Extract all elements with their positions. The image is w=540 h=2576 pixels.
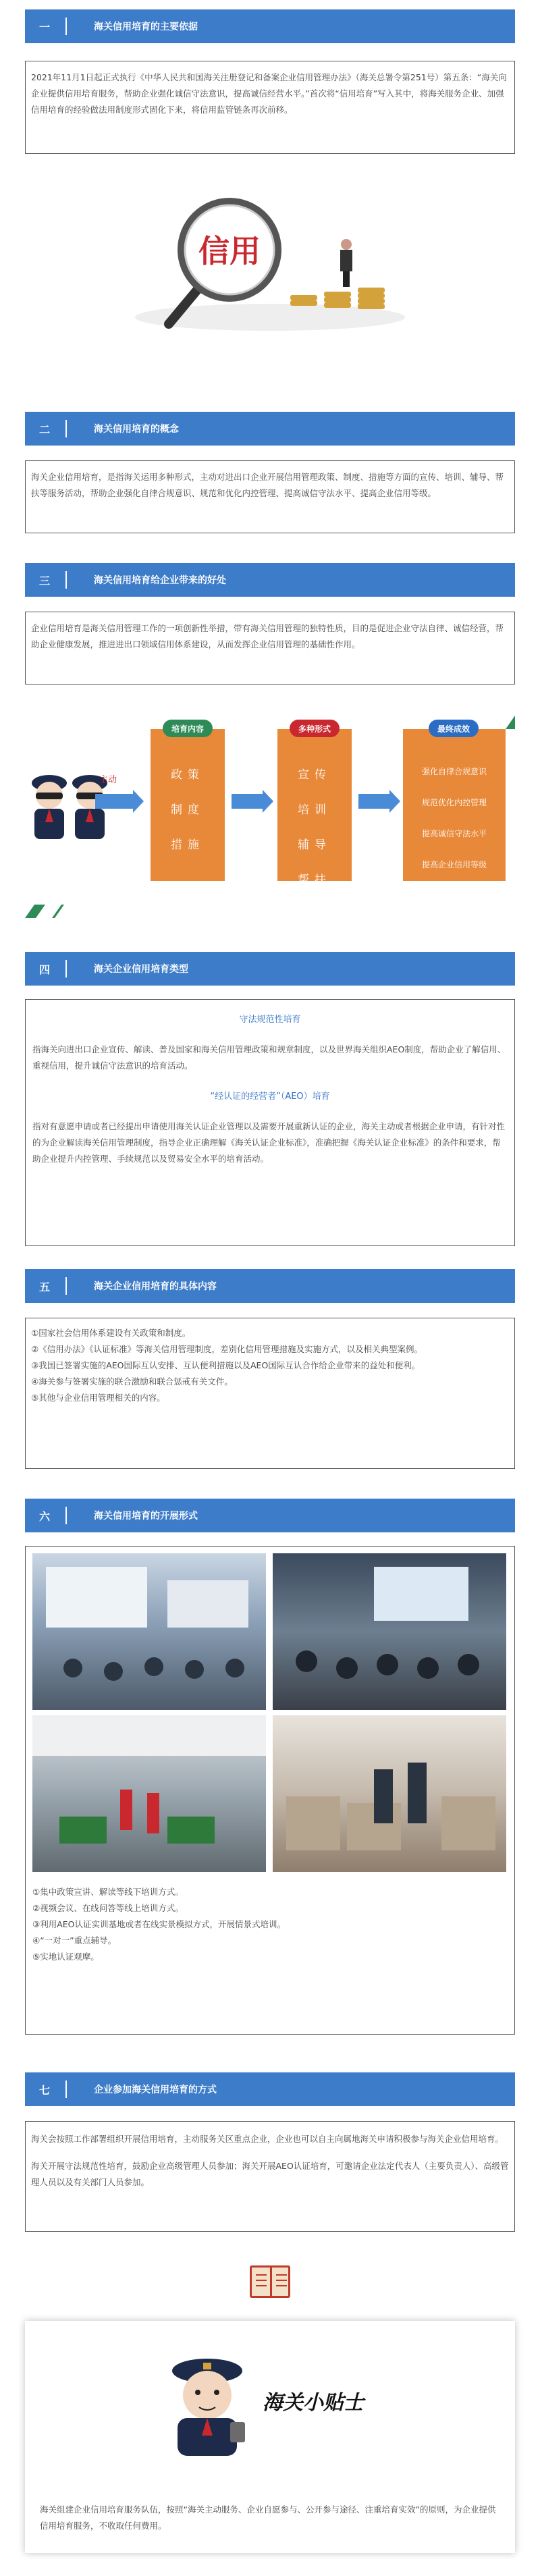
section-2-text: 海关企业信用培育，是指海关运用多种形式，主动对进出口企业开展信用管理政策、制度、措施等方面的宣传、培训、辅导、帮扶等服务活动，帮助企业强化自律合规意识、规范和优化内控管理、提高诚信守法水平、提高企业信用等级。 [25,460,515,533]
section-title: 海关信用培育的开展形式 [94,1511,198,1522]
flow-item: 帮扶 [298,874,331,887]
flow-item: 措施 [171,838,205,852]
flow-item: 宣传 [298,768,331,782]
list-item: ①集中政策宣讲、解读等线下培训方式。 [32,1887,184,1897]
flow-card-content [151,724,225,881]
section-number: 一 [38,20,51,34]
flow-card-caption: 多种形式 [290,720,340,737]
flow-arrow [232,794,263,809]
section-title: 海关信用培育的主要依据 [94,22,198,32]
section-7-text-2: 海关开展守法规范性培育，鼓励企业高级管理人员参加；海关开展AEO认证培育，可邀请企业法定代表人（主要负责人）、高级管理人员以及有关部门人员参加。 [31,2161,509,2187]
section-number: 三 [38,574,51,587]
section-title: 海关企业信用培育的具体内容 [94,1281,217,1292]
section-title: 海关信用培育的概念 [94,424,179,435]
section-title: 海关信用培育给企业带来的好处 [94,575,226,586]
section-number: 二 [38,423,51,436]
flow-item: 提高企业信用等级 [421,860,487,869]
list-item: ④“一对一”重点辅导。 [32,1935,117,1946]
tips-text: 海关组建企业信用培育服务队伍，按照“海关主动服务、企业自愿参与、公开参与途径、注重培育实效”的原则，为企业提供信用培育服务，不收取任何费用。 [40,2504,496,2531]
subtitle-aeo: “经认证的经营者”（AEO）培育 [210,1092,330,1102]
section-header-6 [25,1499,515,1532]
section-header-4 [25,952,515,986]
section-6-box [25,1546,515,2035]
list-item: ⑤其他与企业信用管理相关的内容。 [31,1393,165,1403]
divider [65,18,67,35]
flow-diagram [25,709,515,925]
flow-arrow [95,794,133,809]
list-item: ④海关参与签署实施的联合激励和联合惩戒有关文件。 [31,1376,233,1387]
training-photo-3 [32,1715,266,1872]
list-item: ②《信用办法》《认证标准》等海关信用管理制度，差别化信用管理措施及实施方式，以及相关典型案例。 [31,1344,423,1354]
list-item: ①国家社会信用体系建设有关政策和制度。 [31,1328,191,1338]
list-item: ⑤实地认证观摩。 [32,1952,99,1962]
section-number: 四 [38,963,51,976]
credit-magnifier-image [128,182,412,338]
book-icon [250,2265,290,2298]
section-header-1 [25,9,515,43]
divider [65,420,67,437]
divider [65,1277,67,1295]
flow-item: 规范优化内控管理 [421,798,487,807]
subtitle-compliance: 守法规范性培育 [239,1015,301,1025]
section-7-text-1: 海关会按照工作部署组织开展信用培育，主动服务关区重点企业，企业也可以自主向属地海关申请积极参与海关企业信用培育。 [31,2134,504,2144]
section-3-text: 企业信用培育是海关信用管理工作的一项创新性举措，带有海关信用管理的独特性质，目的是促进企业守法自律、诚信经营，帮助企业健康发展，推进进出口领域信用体系建设，从而发挥企业信用管理的基础性作用。 [25,612,515,685]
officer-mascot-illustration [160,2348,254,2456]
training-photo-1 [32,1553,266,1710]
credit-word: 信用 [198,233,261,269]
list-item: ②视频会议、在线问答等线上培训方式。 [32,1903,184,1913]
training-photo-4 [273,1715,506,1872]
section-6-list [32,1884,286,1965]
flow-item: 辅导 [298,838,331,852]
section-title: 企业参加海关信用培育的方式 [94,2085,217,2095]
section-number: 五 [38,1280,51,1293]
aeo-text: 指对有意愿申请或者已经提出申请使用海关认证企业管理以及需要开展重新认证的企业，海关主动或者根据企业申请，有针对性的为企业解读海关信用管理制度，指导企业正确理解《海关认证企业标准》，准确把握《海关认证企业标准》的条件和要求，帮助企业提升内控管理、手续规范以及贸易安全水平的培育活动。 [32,1121,506,1164]
flow-subject-label: 主动 [99,775,117,785]
flow-item: 政策 [171,768,205,782]
flow-card-caption: 培育内容 [163,720,213,737]
flow-item: 制度 [171,803,205,817]
section-header-3 [25,563,515,597]
section-number: 七 [38,2083,51,2097]
section-header-5 [25,1269,515,1303]
section-7-box [25,2121,515,2232]
compliance-text: 指海关向进出口企业宣传、解读、普及国家和海关信用管理政策和规章制度，以及世界海关组织AEO制度，帮助企业了解信用、重视信用，提升诚信守法意识的培育活动。 [32,1044,506,1071]
section-1-text: 2021年11月1日起正式执行《中华人民共和国海关注册登记和备案企业信用管理办法》（海关总署令第251号）第五条：“海关向企业提供信用培育服务，帮助企业强化诚信守法意识，提高诚信经营水平。”首次将“信用培育”写入其中，将海关服务企业、加强信用培育的经验做法用制度形式固化下来，将信用监管链条再次前移。 [25,61,515,154]
flow-item: 培训 [298,803,331,817]
training-photo-2 [273,1553,506,1710]
flow-card-results [403,724,506,881]
flow-card-forms [277,724,352,887]
list-item: ③利用AEO认证实训基地或者在线实景模拟方式，开展情景式培训。 [32,1919,286,1929]
divider [65,960,67,977]
section-number: 六 [38,1509,51,1523]
flow-card-caption: 最终成效 [429,720,479,737]
tips-title: 海关小贴士 [263,2391,364,2415]
section-header-7 [25,2072,515,2106]
section-header-2 [25,412,515,446]
flow-item: 强化自律合规意识 [421,767,487,776]
tips-card [25,2321,515,2553]
list-item: ③我国已签署实施的AEO国际互认安排、互认便利措施以及AEO国际互认合作给企业带来的益处和便利。 [31,1360,421,1370]
divider [65,2081,67,2098]
section-4-box [25,999,515,1246]
divider [65,1507,67,1524]
divider [65,571,67,589]
section-5-list [25,1318,515,1469]
flow-arrow [358,794,389,809]
flow-item: 提高诚信守法水平 [421,829,487,838]
section-title: 海关企业信用培育类型 [94,964,188,975]
